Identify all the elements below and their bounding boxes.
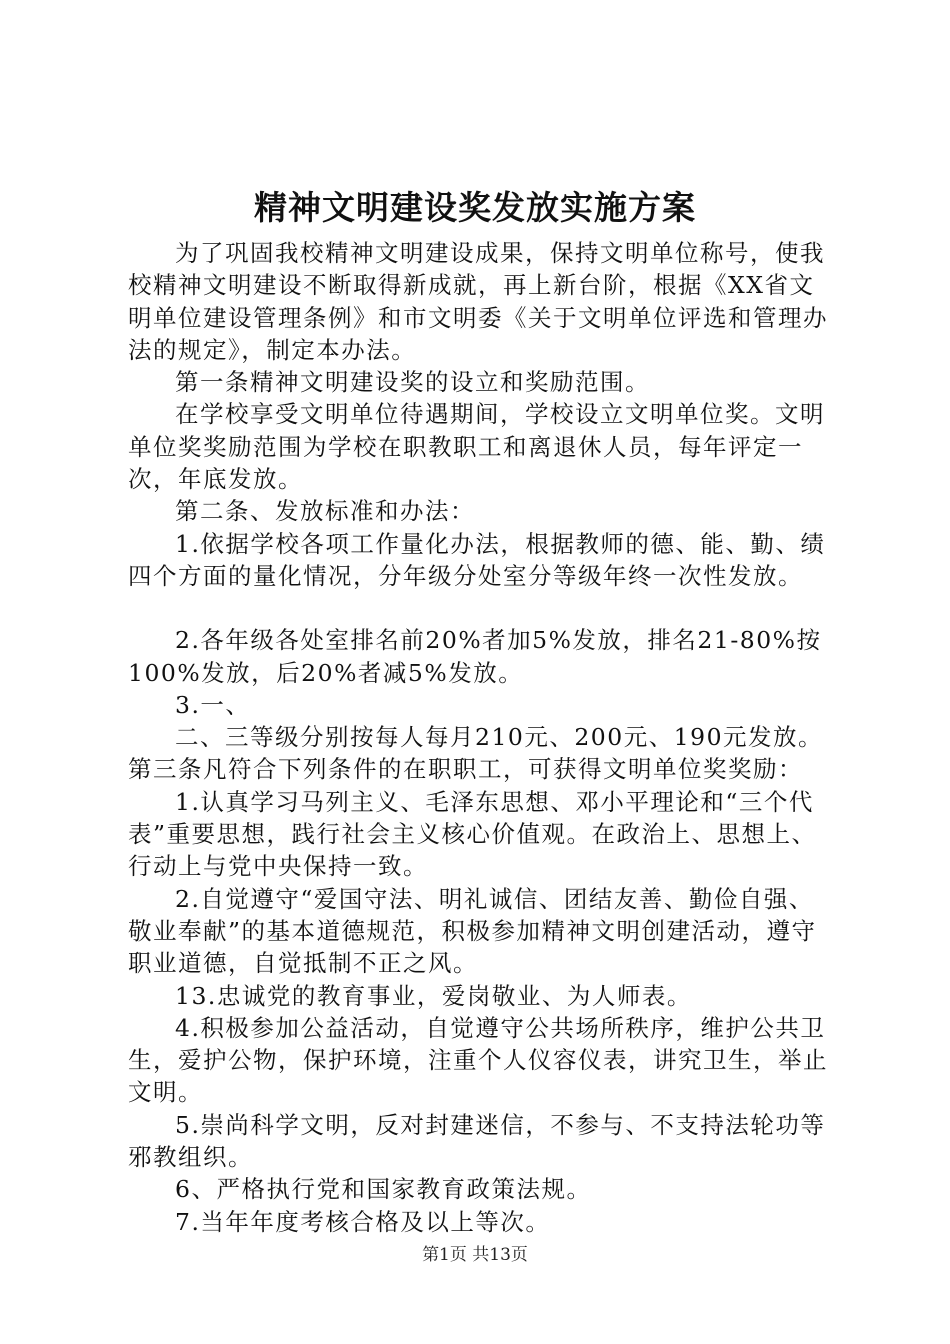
paragraph-condition-4: 4.积极参加公益活动，自觉遵守公共场所秩序，维护公共卫生，爱护公物，保护环境，注重个人仪容仪表，讲究卫生，举止文明。 bbox=[128, 1013, 828, 1107]
paragraph-article-3-heading: 第三条凡符合下列条件的在职职工，可获得文明单位奖奖励： bbox=[128, 755, 803, 784]
paragraph-article-2-heading: 第二条、发放标准和办法： bbox=[175, 497, 475, 526]
document-title: 精神文明建设奖发放实施方案 bbox=[254, 188, 696, 227]
document-body bbox=[128, 237, 838, 1238]
paragraph-condition-3: 13.忠诚党的教育事业，爱岗敬业、为人师表。 bbox=[175, 981, 692, 1010]
paragraph-intro: 为了巩固我校精神文明建设成果，保持文明单位称号，使我校精神文明建设不断取得新成就，再上新台阶，根据《XX省文明单位建设管理条例》和市文明委《关于文明单位评选和管理办法的规定》，制定本办法。 bbox=[128, 239, 828, 364]
page-footer: 第1页 共13页 bbox=[422, 1245, 528, 1265]
paragraph-item-1: 1.依据学校各项工作量化办法，根据教师的德、能、勤、绩四个方面的量化情况，分年级分处室分等级年终一次性发放。 bbox=[128, 529, 826, 590]
paragraph-condition-1: 1.认真学习马列主义、毛泽东思想、邓小平理论和“三个代表”重要思想，践行社会主义核心价值观。在政治上、思想上、行动上与党中央保持一致。 bbox=[128, 787, 817, 881]
paragraph-article-1-body: 在学校享受文明单位待遇期间，学校设立文明单位奖。文明单位奖奖励范围为学校在职教职工和离退休人员，每年评定一次，年底发放。 bbox=[128, 400, 825, 494]
paragraph-item-3: 3.一、 bbox=[175, 690, 251, 719]
paragraph-condition-6: 6、严格执行党和国家教育政策法规。 bbox=[175, 1175, 592, 1204]
paragraph-item-2: 2.各年级各处室排名前20%者加5%发放，排名21-80%按100%发放，后20%者减5%发放。 bbox=[128, 626, 822, 687]
paragraph-condition-2: 2.自觉遵守“爱国守法、明礼诚信、团结友善、勤俭自强、敬业奉献”的基本道德规范，积极参加精神文明创建活动，遵守职业道德，自觉抵制不正之风。 bbox=[128, 884, 817, 978]
paragraph-grade-amounts: 二、三等级分别按每人每月210元、200元、190元发放。 bbox=[175, 723, 824, 752]
paragraph-condition-7: 7.当年年度考核合格及以上等次。 bbox=[175, 1207, 551, 1236]
paragraph-condition-5: 5.崇尚科学文明，反对封建迷信，不参与、不支持法轮功等邪教组织。 bbox=[128, 1110, 826, 1172]
paragraph-article-1-heading: 第一条精神文明建设奖的设立和奖励范围。 bbox=[175, 368, 650, 397]
